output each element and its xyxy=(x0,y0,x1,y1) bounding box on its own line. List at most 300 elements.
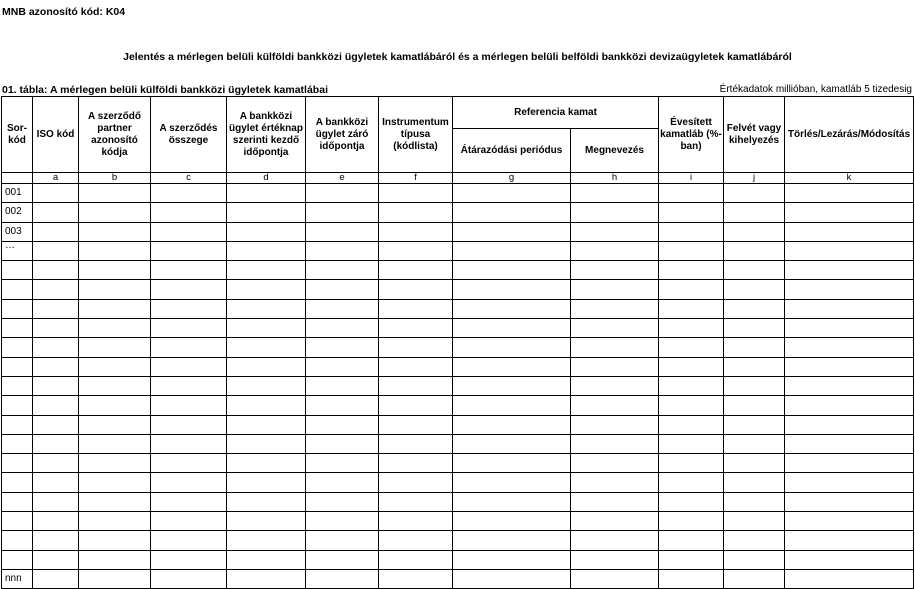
table-cell[interactable] xyxy=(453,415,571,434)
table-cell[interactable] xyxy=(306,319,379,338)
table-cell[interactable] xyxy=(227,203,306,222)
table-cell[interactable] xyxy=(659,415,724,434)
column-letter: f xyxy=(379,173,453,184)
report-table xyxy=(1,96,914,589)
table-row xyxy=(2,319,914,338)
table-cell[interactable] xyxy=(724,531,785,550)
table-cell[interactable] xyxy=(306,338,379,357)
table-cell[interactable] xyxy=(724,376,785,395)
table-cell[interactable] xyxy=(724,550,785,569)
table-cell[interactable] xyxy=(227,184,306,203)
table-cell[interactable] xyxy=(79,473,151,492)
table-cell[interactable] xyxy=(379,473,453,492)
header-torles-lezaras-modositas: Törlés/Lezárás/Módosítás xyxy=(785,97,914,173)
table-row xyxy=(2,184,914,203)
table-cell[interactable] xyxy=(724,473,785,492)
table-cell[interactable] xyxy=(33,531,79,550)
row-code xyxy=(2,454,33,473)
mnb-code-label: MNB azonosító kód: K04 xyxy=(2,6,126,18)
table-row xyxy=(2,357,914,376)
table-cell[interactable] xyxy=(227,299,306,318)
letter-cell-blank xyxy=(2,173,33,184)
table-cell[interactable] xyxy=(33,280,79,299)
column-letter: k xyxy=(785,173,914,184)
table-row xyxy=(2,396,914,415)
table-cell[interactable] xyxy=(659,319,724,338)
table-cell[interactable] xyxy=(659,396,724,415)
table-title: 01. tábla: A mérlegen belüli külföldi bankközi ügyletek kamatlábai xyxy=(2,84,328,96)
table-cell[interactable] xyxy=(379,376,453,395)
table-cell[interactable] xyxy=(227,319,306,338)
header-atarazodasi-periodus: Átárazódási periódus xyxy=(453,129,571,173)
table-cell[interactable] xyxy=(306,473,379,492)
table-cell[interactable] xyxy=(151,454,227,473)
table-body xyxy=(2,184,914,589)
table-cell[interactable] xyxy=(659,222,724,241)
table-cell[interactable] xyxy=(659,512,724,531)
table-cell[interactable] xyxy=(379,338,453,357)
table-cell[interactable] xyxy=(33,473,79,492)
header-megnevezes: Megnevezés xyxy=(571,129,659,173)
table-cell[interactable] xyxy=(724,569,785,588)
column-letter: e xyxy=(306,173,379,184)
table-cell[interactable] xyxy=(227,376,306,395)
table-cell[interactable] xyxy=(79,376,151,395)
table-cell[interactable] xyxy=(227,222,306,241)
table-cell[interactable] xyxy=(79,184,151,203)
table-cell[interactable] xyxy=(724,299,785,318)
table-cell[interactable] xyxy=(785,299,914,318)
table-cell[interactable] xyxy=(724,319,785,338)
table-cell[interactable] xyxy=(306,357,379,376)
table-row xyxy=(2,415,914,434)
table-cell[interactable] xyxy=(571,280,659,299)
table-cell[interactable] xyxy=(79,261,151,280)
row-code: 002 xyxy=(2,203,33,222)
table-cell[interactable] xyxy=(227,569,306,588)
table-cell[interactable] xyxy=(724,338,785,357)
table-cell[interactable] xyxy=(151,376,227,395)
column-letter: g xyxy=(453,173,571,184)
table-cell[interactable] xyxy=(453,376,571,395)
table-cell[interactable] xyxy=(306,550,379,569)
table-cell[interactable] xyxy=(571,299,659,318)
table-cell[interactable] xyxy=(785,473,914,492)
table-cell[interactable] xyxy=(379,241,453,260)
table-cell[interactable] xyxy=(453,261,571,280)
row-code: nnn xyxy=(2,569,33,588)
table-cell[interactable] xyxy=(453,338,571,357)
table-cell[interactable] xyxy=(33,222,79,241)
table-cell[interactable] xyxy=(453,434,571,453)
table-cell[interactable] xyxy=(227,357,306,376)
row-code xyxy=(2,396,33,415)
table-row xyxy=(2,569,914,588)
table-cell[interactable] xyxy=(379,454,453,473)
table-cell[interactable] xyxy=(571,473,659,492)
table-cell[interactable] xyxy=(151,338,227,357)
table-cell[interactable] xyxy=(659,569,724,588)
table-cell[interactable] xyxy=(306,531,379,550)
table-cell[interactable] xyxy=(33,241,79,260)
table-cell[interactable] xyxy=(33,338,79,357)
table-cell[interactable] xyxy=(659,531,724,550)
table-cell[interactable] xyxy=(227,434,306,453)
table-cell[interactable] xyxy=(785,261,914,280)
table-cell[interactable] xyxy=(79,531,151,550)
table-cell[interactable] xyxy=(571,531,659,550)
table-cell[interactable] xyxy=(571,357,659,376)
column-letter: j xyxy=(724,173,785,184)
table-cell[interactable] xyxy=(571,434,659,453)
table-cell[interactable] xyxy=(571,203,659,222)
table-cell[interactable] xyxy=(306,376,379,395)
table-cell[interactable] xyxy=(227,531,306,550)
table-cell[interactable] xyxy=(659,338,724,357)
table-cell[interactable] xyxy=(785,569,914,588)
table-cell[interactable] xyxy=(379,184,453,203)
table-cell[interactable] xyxy=(379,550,453,569)
table-cell[interactable] xyxy=(306,434,379,453)
row-code xyxy=(2,338,33,357)
table-cell[interactable] xyxy=(659,241,724,260)
table-cell[interactable] xyxy=(724,184,785,203)
table-cell[interactable] xyxy=(379,222,453,241)
table-cell[interactable] xyxy=(785,454,914,473)
table-cell[interactable] xyxy=(306,492,379,511)
table-cell[interactable] xyxy=(227,454,306,473)
table-cell[interactable] xyxy=(453,550,571,569)
table-cell[interactable] xyxy=(785,319,914,338)
table-cell[interactable] xyxy=(151,396,227,415)
column-letter: c xyxy=(151,173,227,184)
table-cell[interactable] xyxy=(33,184,79,203)
table-cell[interactable] xyxy=(453,203,571,222)
table-cell[interactable] xyxy=(659,376,724,395)
table-cell[interactable] xyxy=(571,550,659,569)
table-cell[interactable] xyxy=(33,261,79,280)
row-code xyxy=(2,492,33,511)
table-cell[interactable] xyxy=(785,415,914,434)
table-cell[interactable] xyxy=(453,492,571,511)
table-cell[interactable] xyxy=(306,396,379,415)
table-cell[interactable] xyxy=(659,261,724,280)
table-cell[interactable] xyxy=(379,415,453,434)
table-cell[interactable] xyxy=(659,434,724,453)
table-cell[interactable] xyxy=(306,454,379,473)
table-cell[interactable] xyxy=(659,454,724,473)
table-cell[interactable] xyxy=(785,492,914,511)
table-cell[interactable] xyxy=(151,415,227,434)
table-cell[interactable] xyxy=(151,531,227,550)
table-cell[interactable] xyxy=(79,203,151,222)
row-code xyxy=(2,415,33,434)
header-kezdo-idopont: A bankközi ügylet értéknap szerinti kezdő időpontja xyxy=(227,97,306,173)
table-cell[interactable] xyxy=(151,473,227,492)
table-cell[interactable] xyxy=(379,434,453,453)
table-cell[interactable] xyxy=(227,512,306,531)
header-szerzodes-osszege: A szerződés összege xyxy=(151,97,227,173)
table-cell[interactable] xyxy=(379,492,453,511)
table-cell[interactable] xyxy=(453,241,571,260)
table-cell[interactable] xyxy=(785,222,914,241)
header-partner-kod: A szerződő partner azonosító kódja xyxy=(79,97,151,173)
table-cell[interactable] xyxy=(659,473,724,492)
row-code xyxy=(2,473,33,492)
table-cell[interactable] xyxy=(571,261,659,280)
column-letter: a xyxy=(33,173,79,184)
table-cell[interactable] xyxy=(33,550,79,569)
header-zaro-idopont: A bankközi ügylet záró időpontja xyxy=(306,97,379,173)
column-letter: i xyxy=(659,173,724,184)
table-cell[interactable] xyxy=(571,415,659,434)
header-kamatlab: Évesített kamatláb (%-ban) xyxy=(659,97,724,173)
table-cell[interactable] xyxy=(724,261,785,280)
table-cell[interactable] xyxy=(79,299,151,318)
table-row xyxy=(2,338,914,357)
table-cell[interactable] xyxy=(306,280,379,299)
table-cell[interactable] xyxy=(571,569,659,588)
table-cell[interactable] xyxy=(724,241,785,260)
table-cell[interactable] xyxy=(785,203,914,222)
header-sorkod: Sor-kód xyxy=(2,97,33,173)
table-row xyxy=(2,550,914,569)
table-cell[interactable] xyxy=(306,184,379,203)
table-cell[interactable] xyxy=(227,241,306,260)
table-row xyxy=(2,512,914,531)
table-row xyxy=(2,222,914,241)
table-cell[interactable] xyxy=(306,415,379,434)
table-row xyxy=(2,492,914,511)
table-cell[interactable] xyxy=(785,434,914,453)
table-cell[interactable] xyxy=(33,299,79,318)
table-cell[interactable] xyxy=(785,338,914,357)
table-row xyxy=(2,203,914,222)
table-cell[interactable] xyxy=(571,396,659,415)
table-cell[interactable] xyxy=(306,222,379,241)
table-cell[interactable] xyxy=(379,203,453,222)
table-cell[interactable] xyxy=(151,569,227,588)
table-cell[interactable] xyxy=(659,492,724,511)
header-iso-kod: ISO kód xyxy=(33,97,79,173)
table-cell[interactable] xyxy=(453,473,571,492)
table-cell[interactable] xyxy=(151,222,227,241)
table-cell[interactable] xyxy=(79,338,151,357)
table-cell[interactable] xyxy=(227,473,306,492)
table-cell[interactable] xyxy=(306,512,379,531)
table-cell[interactable] xyxy=(379,357,453,376)
table-cell[interactable] xyxy=(151,434,227,453)
table-cell[interactable] xyxy=(571,184,659,203)
table-cell[interactable] xyxy=(33,396,79,415)
table-cell[interactable] xyxy=(33,376,79,395)
table-cell[interactable] xyxy=(33,454,79,473)
column-letter-row xyxy=(2,173,914,184)
row-code xyxy=(2,550,33,569)
table-cell[interactable] xyxy=(379,396,453,415)
row-code xyxy=(2,299,33,318)
table-cell[interactable] xyxy=(785,550,914,569)
table-cell[interactable] xyxy=(785,396,914,415)
header-instrumentum-tipusa: Instrumentum típusa (kódlista) xyxy=(379,97,453,173)
table-cell[interactable] xyxy=(79,241,151,260)
table-cell[interactable] xyxy=(571,376,659,395)
table-cell[interactable] xyxy=(227,396,306,415)
table-row xyxy=(2,434,914,453)
table-row xyxy=(2,454,914,473)
row-code: 001 xyxy=(2,184,33,203)
table-cell[interactable] xyxy=(453,280,571,299)
column-letter: b xyxy=(79,173,151,184)
table-cell[interactable] xyxy=(724,512,785,531)
table-cell[interactable] xyxy=(227,415,306,434)
table-cell[interactable] xyxy=(571,222,659,241)
table-cell[interactable] xyxy=(379,531,453,550)
row-code xyxy=(2,376,33,395)
table-cell[interactable] xyxy=(453,319,571,338)
table-cell[interactable] xyxy=(571,338,659,357)
table-row xyxy=(2,280,914,299)
table-cell[interactable] xyxy=(33,203,79,222)
table-cell[interactable] xyxy=(79,550,151,569)
table-row xyxy=(2,531,914,550)
table-cell[interactable] xyxy=(227,550,306,569)
table-cell[interactable] xyxy=(785,357,914,376)
table-cell[interactable] xyxy=(571,241,659,260)
table-cell[interactable] xyxy=(379,512,453,531)
table-row xyxy=(2,473,914,492)
table-cell[interactable] xyxy=(306,299,379,318)
table-cell[interactable] xyxy=(79,396,151,415)
table-cell[interactable] xyxy=(724,357,785,376)
table-cell[interactable] xyxy=(785,531,914,550)
row-code xyxy=(2,319,33,338)
table-cell[interactable] xyxy=(453,222,571,241)
table-cell[interactable] xyxy=(724,434,785,453)
table-cell[interactable] xyxy=(33,319,79,338)
table-cell[interactable] xyxy=(724,396,785,415)
column-letter: d xyxy=(227,173,306,184)
table-cell[interactable] xyxy=(33,569,79,588)
table-row xyxy=(2,241,914,260)
table-cell[interactable] xyxy=(379,261,453,280)
table-cell[interactable] xyxy=(724,222,785,241)
table-row xyxy=(2,299,914,318)
table-cell[interactable] xyxy=(79,222,151,241)
table-cell[interactable] xyxy=(785,241,914,260)
table-cell[interactable] xyxy=(79,569,151,588)
table-cell[interactable] xyxy=(33,512,79,531)
row-code xyxy=(2,261,33,280)
table-cell[interactable] xyxy=(724,454,785,473)
table-cell[interactable] xyxy=(227,338,306,357)
table-cell[interactable] xyxy=(571,319,659,338)
table-cell[interactable] xyxy=(379,299,453,318)
table-cell[interactable] xyxy=(151,241,227,260)
table-cell[interactable] xyxy=(79,357,151,376)
table-cell[interactable] xyxy=(306,261,379,280)
unit-note: Értékadatok millióban, kamatláb 5 tizedesig xyxy=(719,84,912,95)
row-code: 003 xyxy=(2,222,33,241)
table-cell[interactable] xyxy=(306,241,379,260)
table-cell[interactable] xyxy=(227,261,306,280)
table-cell[interactable] xyxy=(379,280,453,299)
table-cell[interactable] xyxy=(659,280,724,299)
table-cell[interactable] xyxy=(659,203,724,222)
table-cell[interactable] xyxy=(151,184,227,203)
table-cell[interactable] xyxy=(724,203,785,222)
table-cell[interactable] xyxy=(227,492,306,511)
table-cell[interactable] xyxy=(79,512,151,531)
table-cell[interactable] xyxy=(79,454,151,473)
table-cell[interactable] xyxy=(453,531,571,550)
row-code xyxy=(2,512,33,531)
table-cell[interactable] xyxy=(785,280,914,299)
table-cell[interactable] xyxy=(724,415,785,434)
table-cell[interactable] xyxy=(453,396,571,415)
table-cell[interactable] xyxy=(151,512,227,531)
table-cell[interactable] xyxy=(151,319,227,338)
header-felvet-kihelyezes: Felvét vagy kihelyezés xyxy=(724,97,785,173)
table-cell[interactable] xyxy=(453,569,571,588)
table-cell[interactable] xyxy=(724,492,785,511)
table-cell[interactable] xyxy=(785,512,914,531)
table-cell[interactable] xyxy=(151,299,227,318)
table-cell[interactable] xyxy=(379,569,453,588)
table-cell[interactable] xyxy=(33,434,79,453)
table-cell[interactable] xyxy=(79,415,151,434)
table-cell[interactable] xyxy=(151,280,227,299)
table-cell[interactable] xyxy=(379,319,453,338)
table-cell[interactable] xyxy=(306,203,379,222)
table-cell[interactable] xyxy=(33,415,79,434)
table-row xyxy=(2,376,914,395)
table-cell[interactable] xyxy=(453,512,571,531)
table-cell[interactable] xyxy=(571,492,659,511)
table-cell[interactable] xyxy=(453,299,571,318)
table-cell[interactable] xyxy=(151,492,227,511)
table-cell[interactable] xyxy=(453,184,571,203)
row-code xyxy=(2,434,33,453)
row-code xyxy=(2,280,33,299)
table-cell[interactable] xyxy=(724,280,785,299)
table-cell[interactable] xyxy=(79,434,151,453)
table-cell[interactable] xyxy=(659,184,724,203)
table-cell[interactable] xyxy=(79,319,151,338)
table-cell[interactable] xyxy=(151,203,227,222)
table-cell[interactable] xyxy=(151,357,227,376)
table-cell[interactable] xyxy=(453,454,571,473)
table-cell[interactable] xyxy=(79,492,151,511)
table-cell[interactable] xyxy=(306,569,379,588)
table-cell[interactable] xyxy=(33,357,79,376)
table-cell[interactable] xyxy=(659,299,724,318)
table-cell[interactable] xyxy=(151,550,227,569)
column-letter: h xyxy=(571,173,659,184)
table-cell[interactable] xyxy=(33,492,79,511)
table-cell[interactable] xyxy=(227,280,306,299)
table-cell[interactable] xyxy=(785,376,914,395)
table-cell[interactable] xyxy=(79,280,151,299)
table-cell[interactable] xyxy=(453,357,571,376)
table-cell[interactable] xyxy=(571,512,659,531)
table-cell[interactable] xyxy=(571,454,659,473)
table-cell[interactable] xyxy=(659,550,724,569)
table-cell[interactable] xyxy=(659,357,724,376)
table-cell[interactable] xyxy=(785,184,914,203)
table-cell[interactable] xyxy=(151,261,227,280)
row-code xyxy=(2,357,33,376)
